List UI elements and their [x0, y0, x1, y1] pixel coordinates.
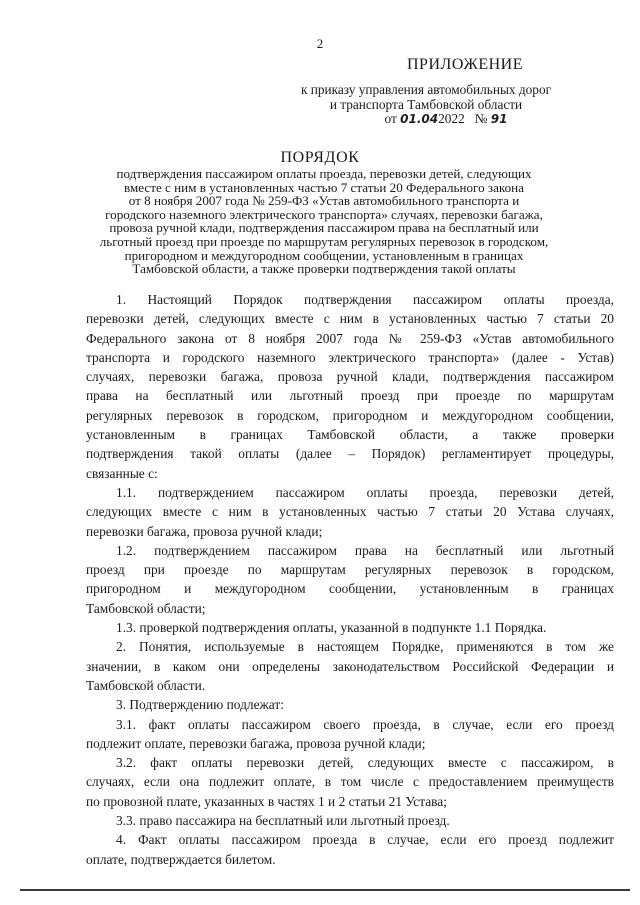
date-prefix: от: [384, 111, 397, 126]
body-line: регулярных перевозок в городском, пригородном и междугородном сообщении,: [86, 407, 614, 423]
body-line: 3.2. факт оплаты перевозки детей, следующих вместе с пассажиром, в: [116, 755, 614, 771]
body-line: права на бесплатный или льготный проезд при проезде по маршрутам: [86, 388, 614, 404]
body-line: 2. Понятия, используемые в настоящем Порядке, применяются в том же: [116, 639, 614, 655]
body-line: следующих вместе с ним в установленных частью 7 статьи 20 Устава случаях,: [86, 504, 614, 520]
body-line: случаях, перевозки багажа, провоза ручной клади, подтверждения пассажиром: [86, 369, 614, 385]
appendix-reference: [266, 83, 586, 127]
body-line: перевозки детей, следующих вместе с ним в установленных частью 7 статьи 20: [86, 311, 614, 327]
subtitle-line: от 8 ноября 2007 года № 259-ФЗ «Устав автомобильного транспорта и: [128, 193, 520, 209]
subtitle-line: городского наземного электрического транспорта» случаях, перевозки багажа,: [105, 206, 543, 222]
body-line: 1.1. подтверждением пассажиром оплаты проезда, перевозки детей,: [116, 484, 614, 500]
body-line: 1.2. подтверждением пассажиром права на бесплатный или льготный: [116, 542, 614, 558]
body-line: случаях, если она подлежит оплате, в том числе с предоставлением преимуществ: [86, 774, 614, 790]
body-line: транспорта и городского наземного электрического транспорта» (далее - Устав): [86, 349, 614, 365]
order-year: 2022: [438, 111, 465, 126]
document-title: ПОРЯДОК: [280, 149, 360, 166]
body-line: 1. Настоящий Порядок подтверждения пассажиром оплаты проезда,: [116, 292, 614, 307]
body-line: оплате, подтверждается билетом.: [86, 851, 276, 867]
body-line: значении, в каком они определены законодательством Российской Федерации и: [86, 658, 614, 674]
body-line: 4. Факт оплаты пассажиром проезда в случае, если его проезд подлежит: [116, 832, 614, 848]
body-line: перевозки багажа, провоза ручной клади;: [86, 523, 323, 539]
subtitle-line: Тамбовской области, а также проверки подтверждения такой оплаты: [132, 261, 516, 277]
appendix-title: ПРИЛОЖЕНИЕ: [407, 56, 524, 73]
appendix-line: к приказу управления автомобильных дорог: [300, 82, 552, 97]
handwritten-date: 01.04: [400, 112, 439, 126]
body-line: установленным в границах Тамбовской области, а также проверки: [86, 427, 614, 443]
subtitle-line: пригородном и междугородном сообщении, установленным в границах: [124, 247, 524, 263]
document-body: [86, 290, 614, 869]
body-line: 1.3. проверкой подтверждения оплаты, указанной в подпункте 1.1 Порядка.: [116, 620, 547, 636]
page-number: 2: [316, 36, 324, 51]
body-line: 3. Подтверждению подлежат:: [116, 697, 284, 713]
order-date-line: [266, 112, 586, 127]
body-line: 3.3. право пассажира на бесплатный или льготный проезд.: [116, 813, 450, 829]
subtitle-line: вместе с ним в установленных частью 7 статьи 20 Федерального закона: [124, 179, 524, 195]
body-line: связанные с:: [86, 465, 158, 481]
page-bottom-rule: [20, 889, 630, 891]
document-subtitle: [60, 167, 588, 276]
subtitle-line: подтверждения пассажиром оплаты проезда, перевозки детей, следующих: [116, 166, 532, 181]
subtitle-line: провоза ручной клади, подтверждения пассажиром права на бесплатный или: [109, 220, 539, 236]
body-line: 3.1. факт оплаты пассажиром своего проезда, в случае, если его проезд: [116, 716, 614, 732]
body-line: Тамбовской области;: [86, 600, 206, 616]
body-line: подтверждения такой оплаты (далее – Порядок) регламентирует процедуры,: [86, 446, 614, 462]
body-line: Федерального закона от 8 ноября 2007 года № 259-ФЗ «Устав автомобильного: [86, 330, 614, 346]
subtitle-line: льготный проезд при проезде по маршрутам регулярных перевозок в городском,: [99, 233, 549, 249]
body-line: по провозной плате, указанных в частях 1 и 2 статьи 21 Устава;: [86, 793, 447, 809]
body-line: подлежит оплате, перевозки багажа, провоза ручной клади;: [86, 735, 426, 751]
number-sign: №: [474, 111, 488, 126]
body-line: пригородном и междугородном сообщении, установленным в границах: [86, 581, 614, 597]
appendix-line: и транспорта Тамбовской области: [329, 96, 523, 112]
body-line: проезд при проезде по маршрутам регулярных перевозок в городском,: [86, 562, 614, 578]
body-line: Тамбовской области.: [86, 677, 206, 693]
handwritten-number: 91: [490, 112, 508, 126]
